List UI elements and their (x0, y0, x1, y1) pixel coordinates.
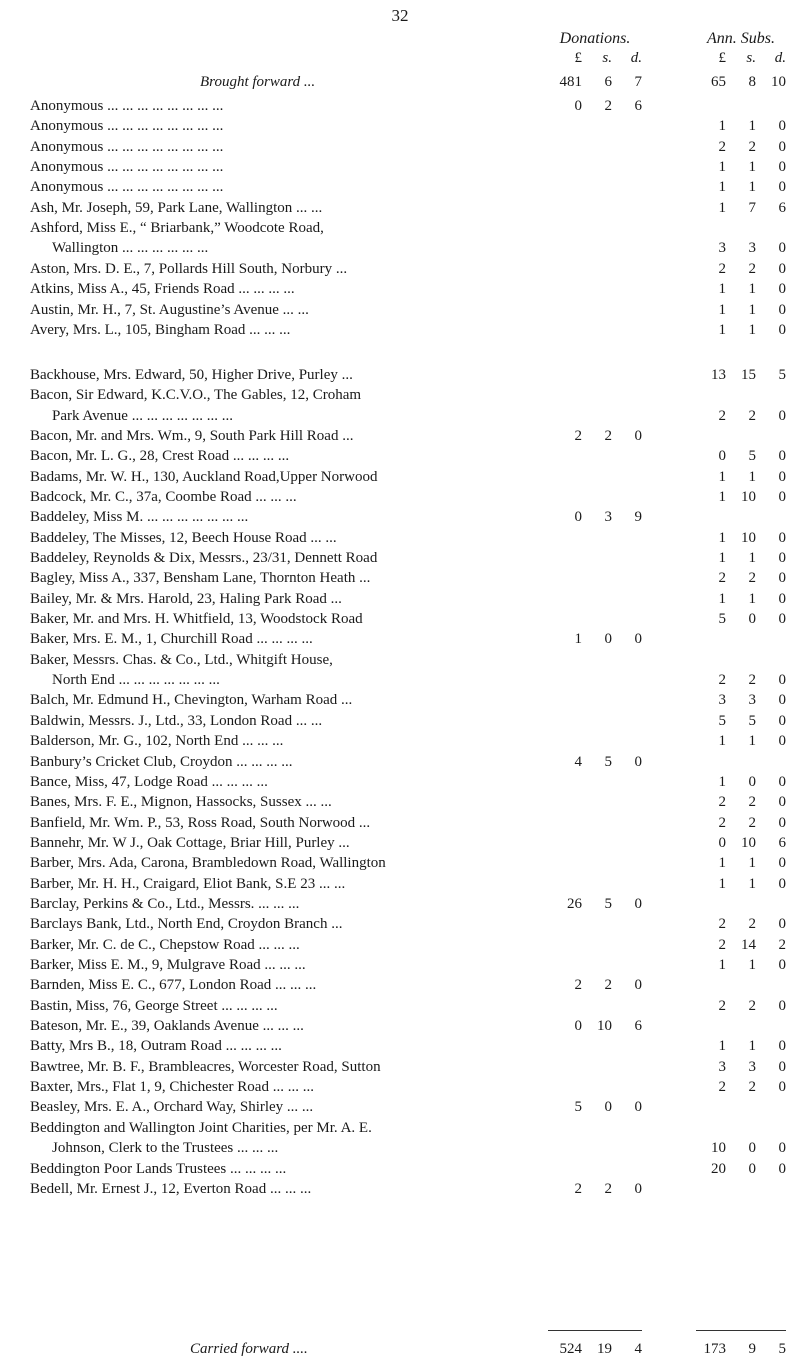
donation-pounds: 1 (574, 631, 582, 648)
subs-shillings: 7 (748, 199, 756, 216)
entry-row-continued (0, 670, 800, 690)
donation-pence: 9 (634, 509, 642, 526)
subs-shillings: 1 (748, 1038, 756, 1055)
entry-row (0, 711, 800, 731)
subs-shillings: 1 (748, 301, 756, 318)
subs-shillings: 2 (748, 1079, 756, 1096)
entry-row (0, 487, 800, 507)
subs-pence: 0 (778, 855, 786, 872)
entry-name: Anonymous ... ... ... ... ... ... ... ... (30, 179, 224, 196)
entry-name: Avery, Mrs. L., 105, Bingham Road ... ... ... (30, 321, 291, 338)
subs-pounds: 1 (718, 550, 726, 566)
pound-sign: £ (574, 50, 582, 66)
entry-name: Barclays Bank, Ltd., North End, Croydon Branch ... (30, 916, 343, 933)
subs-pounds: 13 (711, 366, 726, 383)
entry-name: Baker, Messrs. Chas. & Co., Ltd., Whitgift House, (30, 651, 333, 668)
entry-name: Bagley, Miss A., 337, Bensham Lane, Thornton Heath ... (30, 570, 371, 587)
entry-name: Austin, Mr. H., 7, St. Augustine’s Avenue ... ... (30, 301, 309, 318)
entry-row (0, 1159, 800, 1179)
entry-row (0, 137, 800, 157)
entry-name: Bedell, Mr. Ernest J., 12, Everton Road ... ... ... (30, 1180, 312, 1197)
entry-row (0, 385, 800, 405)
bf-donation-pence: 7 (634, 74, 642, 90)
donation-pence: 0 (634, 977, 642, 994)
carried-forward-row (0, 1339, 800, 1359)
subs-pounds: 2 (718, 1079, 726, 1096)
subs-pence: 6 (778, 199, 786, 216)
subs-pounds: 5 (718, 611, 726, 628)
donations-total-rule (548, 1330, 642, 1331)
entry-name: Baddeley, Miss M. ... ... ... ... ... ... ... (30, 509, 249, 526)
subs-pence: 0 (778, 733, 786, 750)
subs-pence: 0 (778, 590, 786, 607)
subs-shillings: 1 (748, 159, 756, 176)
entry-row (0, 177, 800, 197)
entry-name: Johnson, Clerk to the Trustees ... ... ... (52, 1140, 279, 1157)
donation-pounds: 0 (574, 509, 582, 526)
entry-name: Badcock, Mr. C., 37a, Coombe Road ... ... ... (30, 488, 297, 505)
subs-pounds: 2 (718, 138, 726, 155)
donation-shillings: 10 (597, 1018, 612, 1035)
cf-subs-shillings: 9 (748, 1341, 756, 1357)
entry-row (0, 1036, 800, 1056)
donation-shillings: 0 (604, 1099, 612, 1116)
subs-pounds: 0 (718, 448, 726, 465)
brought-forward-row (0, 72, 800, 92)
subs-pounds: 2 (718, 570, 726, 587)
entry-row (0, 894, 800, 914)
subs-shillings: 0 (748, 1140, 756, 1157)
entry-row (0, 218, 800, 238)
subs-shillings: 1 (748, 733, 756, 750)
subs-shillings: 5 (748, 712, 756, 729)
subs-pence: 0 (778, 611, 786, 628)
donation-pence: 0 (634, 1099, 642, 1116)
subs-pounds: 1 (718, 590, 726, 607)
subs-shillings: 5 (748, 448, 756, 465)
subs-total-rule (696, 1330, 786, 1331)
subs-pounds: 2 (718, 814, 726, 831)
subs-pence: 5 (778, 366, 786, 383)
subs-pounds: 1 (718, 468, 726, 485)
entry-name: Banfield, Mr. Wm. P., 53, Ross Road, South Norwood ... (30, 814, 371, 831)
subs-shillings: 2 (748, 570, 756, 587)
subs-pence: 0 (778, 672, 786, 689)
subs-pounds: 3 (718, 1058, 726, 1075)
subs-pounds: 1 (718, 199, 726, 216)
entry-name: Anonymous ... ... ... ... ... ... ... ... (30, 98, 224, 114)
entry-row (0, 752, 800, 772)
subs-pounds: 2 (718, 936, 726, 953)
donation-pounds: 2 (574, 977, 582, 994)
entry-name: Aston, Mrs. D. E., 7, Pollards Hill South, Norbury ... (30, 260, 348, 277)
entry-name: Bance, Miss, 47, Lodge Road ... ... ... ... (30, 773, 268, 790)
subs-shillings: 0 (748, 773, 756, 790)
entry-row (0, 609, 800, 629)
subs-shillings: 1 (748, 281, 756, 298)
entry-name: Bacon, Sir Edward, K.C.V.O., The Gables, 12, Croham (30, 387, 362, 404)
entry-row (0, 772, 800, 792)
subs-pence: 0 (778, 570, 786, 587)
pence-sign: d. (774, 50, 786, 66)
bf-donation-shillings: 6 (604, 74, 612, 90)
entry-row (0, 279, 800, 299)
subs-pounds: 2 (718, 407, 726, 424)
subs-pence: 0 (778, 448, 786, 465)
entry-row (0, 157, 800, 177)
subs-shillings: 1 (748, 875, 756, 892)
subs-pounds: 20 (711, 1160, 726, 1177)
entry-name: Anonymous ... ... ... ... ... ... ... ... (30, 138, 224, 155)
subs-shillings: 1 (748, 957, 756, 973)
entry-name: North End ... ... ... ... ... ... ... (52, 672, 220, 689)
entry-row (0, 259, 800, 279)
subs-shillings: 2 (748, 916, 756, 933)
subs-shillings: 1 (748, 468, 756, 485)
donation-pounds: 4 (574, 753, 582, 770)
entry-row (0, 116, 800, 136)
subs-pounds: 1 (718, 488, 726, 505)
donation-shillings: 2 (604, 977, 612, 994)
subs-pence: 0 (778, 875, 786, 892)
entry-name: Balderson, Mr. G., 102, North End ... ... ... (30, 733, 284, 750)
entry-row-continued (0, 238, 800, 258)
subs-pence: 0 (778, 468, 786, 485)
donation-shillings: 2 (604, 427, 612, 444)
subs-pounds: 1 (718, 281, 726, 298)
subs-shillings: 2 (748, 997, 756, 1014)
entry-row (0, 996, 800, 1016)
entry-name: Barker, Mr. C. de C., Chepstow Road ... ... ... (30, 936, 300, 953)
entry-row (0, 914, 800, 934)
entry-name: Backhouse, Mrs. Edward, 50, Higher Drive, Purley ... (30, 366, 353, 383)
subs-pence: 0 (778, 488, 786, 505)
subs-shillings: 10 (741, 529, 756, 546)
entry-row (0, 833, 800, 853)
entry-row (0, 426, 800, 446)
subs-pence: 0 (778, 1058, 786, 1075)
entry-name: Baddeley, The Misses, 12, Beech House Road ... ... (30, 529, 337, 546)
entry-row (0, 874, 800, 894)
entry-name: Ash, Mr. Joseph, 59, Park Lane, Wallington ... ... (30, 199, 323, 216)
subs-pence: 0 (778, 240, 786, 257)
donation-pence: 0 (634, 753, 642, 770)
subs-pence: 0 (778, 1038, 786, 1055)
entry-name: Bacon, Mr. L. G., 28, Crest Road ... ... ... ... (30, 448, 290, 465)
subs-shillings: 3 (748, 1058, 756, 1075)
subs-pounds: 1 (718, 118, 726, 135)
bf-subs-pence: 10 (771, 74, 786, 90)
subs-pence: 0 (778, 773, 786, 790)
donation-pounds: 2 (574, 1180, 582, 1197)
bf-subs-shillings: 8 (748, 74, 756, 90)
entry-row (0, 198, 800, 218)
subs-units (696, 50, 786, 67)
subs-pounds: 1 (718, 159, 726, 176)
entry-row (0, 792, 800, 812)
donation-shillings: 0 (604, 631, 612, 648)
donation-shillings: 2 (604, 98, 612, 114)
subs-shillings: 2 (748, 138, 756, 155)
entry-name: Atkins, Miss A., 45, Friends Road ... ... ... ... (30, 281, 295, 298)
entry-row (0, 975, 800, 995)
entry-row (0, 629, 800, 649)
pence-sign: d. (630, 50, 642, 66)
subs-shillings: 14 (741, 936, 756, 953)
entry-name: Beddington and Wallington Joint Charities, per Mr. A. E. (30, 1119, 372, 1136)
entry-name: Wallington ... ... ... ... ... ... (52, 240, 209, 257)
subs-pence: 0 (778, 814, 786, 831)
entry-row (0, 446, 800, 466)
subs-pence: 0 (778, 407, 786, 424)
cf-subs-pence: 5 (778, 1341, 786, 1357)
entry-row (0, 467, 800, 487)
subs-shillings: 2 (748, 672, 756, 689)
subs-pounds: 2 (718, 794, 726, 811)
donation-shillings: 5 (604, 753, 612, 770)
subs-pence: 0 (778, 712, 786, 729)
entry-name: Barber, Mr. H. H., Craigard, Eliot Bank, S.E 23 ... ... (30, 875, 346, 892)
carried-forward-label: Carried forward .... (190, 1341, 308, 1357)
pound-sign: £ (718, 50, 726, 66)
entry-name: Park Avenue ... ... ... ... ... ... ... (52, 407, 233, 424)
entry-name: Baldwin, Messrs. J., Ltd., 33, London Road ... ... (30, 712, 323, 729)
shilling-sign: s. (746, 50, 756, 66)
entry-row (0, 320, 800, 340)
entry-row (0, 1016, 800, 1036)
subs-pence: 0 (778, 1160, 786, 1177)
donation-pence: 0 (634, 427, 642, 444)
entry-row (0, 568, 800, 588)
donation-pounds: 2 (574, 427, 582, 444)
entry-row (0, 955, 800, 975)
subs-pounds: 1 (718, 773, 726, 790)
entry-row (0, 1057, 800, 1077)
donation-shillings: 3 (604, 509, 612, 526)
entry-name: Anonymous ... ... ... ... ... ... ... ... (30, 159, 224, 176)
entry-name: Batty, Mrs B., 18, Outram Road ... ... ... ... (30, 1038, 282, 1055)
subs-pounds: 1 (718, 875, 726, 892)
subs-pence: 0 (778, 1140, 786, 1157)
entry-row-continued (0, 1138, 800, 1158)
subs-shillings: 2 (748, 794, 756, 811)
entry-name: Banes, Mrs. F. E., Mignon, Hassocks, Sussex ... ... (30, 794, 332, 811)
entry-row (0, 528, 800, 548)
subs-pounds: 3 (718, 240, 726, 257)
donation-pence: 0 (634, 631, 642, 648)
subs-pounds: 1 (718, 321, 726, 338)
entry-name: Barker, Miss E. M., 9, Mulgrave Road ... ... ... (30, 957, 306, 973)
shilling-sign: s. (602, 50, 612, 66)
subs-pounds: 2 (718, 916, 726, 933)
entry-row (0, 365, 800, 385)
entry-row (0, 650, 800, 670)
bf-donation-pounds: 481 (559, 74, 582, 90)
subs-shillings: 1 (748, 179, 756, 196)
subs-pounds: 1 (718, 957, 726, 973)
subs-pence: 0 (778, 957, 786, 973)
donation-pounds: 26 (567, 895, 582, 912)
donation-pence: 0 (634, 1180, 642, 1197)
subs-pence: 0 (778, 138, 786, 155)
subs-pence: 0 (778, 916, 786, 933)
subs-pounds: 5 (718, 712, 726, 729)
entry-name: Baddeley, Reynolds & Dix, Messrs., 23/31, Dennett Road (30, 550, 378, 566)
cf-subs-pounds: 173 (703, 1341, 726, 1357)
entry-name: Baxter, Mrs., Flat 1, 9, Chichester Road ... ... ... (30, 1079, 314, 1096)
bf-subs-pounds: 65 (711, 74, 726, 90)
subs-shillings: 3 (748, 692, 756, 709)
ann-subs-header: Ann. Subs. (707, 30, 775, 47)
subs-pence: 0 (778, 550, 786, 566)
page-number: 32 (391, 6, 409, 25)
entry-name: Beasley, Mrs. E. A., Orchard Way, Shirley ... ... (30, 1099, 314, 1116)
cf-donation-pounds: 524 (559, 1341, 582, 1357)
subs-pence: 0 (778, 997, 786, 1014)
cf-donation-shillings: 19 (597, 1341, 612, 1357)
subs-pence: 0 (778, 260, 786, 277)
subs-shillings: 10 (741, 834, 756, 851)
entry-name: Barber, Mrs. Ada, Carona, Brambledown Road, Wallington (30, 855, 386, 872)
subs-pounds: 1 (718, 529, 726, 546)
subs-pounds: 1 (718, 301, 726, 318)
entry-row (0, 853, 800, 873)
subs-pence: 0 (778, 321, 786, 338)
entry-name: Bastin, Miss, 76, George Street ... ... ... ... (30, 997, 278, 1014)
subs-shillings: 1 (748, 550, 756, 566)
donation-shillings: 5 (604, 895, 612, 912)
entry-name: Bateson, Mr. E., 39, Oaklands Avenue ... ... ... (30, 1018, 304, 1035)
entry-name: Barnden, Miss E. C., 677, London Road ... ... ... (30, 977, 317, 994)
subs-pence: 0 (778, 1079, 786, 1096)
subs-shillings: 15 (741, 366, 756, 383)
entry-name: Bannehr, Mr. W J., Oak Cottage, Briar Hill, Purley ... (30, 834, 350, 851)
subs-shillings: 2 (748, 814, 756, 831)
subs-shillings: 3 (748, 240, 756, 257)
donation-pounds: 0 (574, 98, 582, 114)
subs-shillings: 1 (748, 590, 756, 607)
subs-pence: 6 (778, 834, 786, 851)
donations-units (548, 50, 642, 67)
cf-donation-pence: 4 (634, 1341, 642, 1357)
entry-row (0, 589, 800, 609)
entry-row (0, 548, 800, 568)
entry-name: Anonymous ... ... ... ... ... ... ... ... (30, 118, 224, 135)
subs-shillings: 1 (748, 321, 756, 338)
entry-row (0, 1097, 800, 1117)
entry-row (0, 1179, 800, 1199)
entry-row (0, 813, 800, 833)
entry-row (0, 1118, 800, 1138)
entry-row (0, 731, 800, 751)
subs-pounds: 2 (718, 672, 726, 689)
subs-pence: 0 (778, 692, 786, 709)
subs-pounds: 1 (718, 1038, 726, 1055)
subs-shillings: 10 (741, 488, 756, 505)
donation-pence: 6 (634, 98, 642, 114)
subs-pounds: 1 (718, 855, 726, 872)
subs-pounds: 1 (718, 733, 726, 750)
entry-row (0, 690, 800, 710)
entry-name: Bacon, Mr. and Mrs. Wm., 9, South Park Hill Road ... (30, 427, 354, 444)
subs-pounds: 2 (718, 997, 726, 1014)
entry-name: Beddington Poor Lands Trustees ... ... ... ... (30, 1160, 287, 1177)
subs-shillings: 2 (748, 260, 756, 277)
entry-name: Bailey, Mr. & Mrs. Harold, 23, Haling Park Road ... (30, 590, 342, 607)
entry-name: Ashford, Miss E., “ Briarbank,” Woodcote Road, (30, 220, 324, 237)
donation-shillings: 2 (604, 1180, 612, 1197)
subs-shillings: 1 (748, 855, 756, 872)
brought-forward-label: Brought forward ... (200, 74, 316, 90)
entry-name: Balch, Mr. Edmund H., Chevington, Warham Road ... (30, 692, 353, 709)
entry-row (0, 1077, 800, 1097)
donation-pounds: 5 (574, 1099, 582, 1116)
entry-row (0, 507, 800, 527)
entry-row-continued (0, 406, 800, 426)
subs-shillings: 0 (748, 611, 756, 628)
entry-name: Bawtree, Mr. B. F., Brambleacres, Worcester Road, Sutton (30, 1058, 381, 1075)
subs-pence: 0 (778, 118, 786, 135)
entry-row (0, 300, 800, 320)
subs-shillings: 1 (748, 118, 756, 135)
entry-name: Baker, Mr. and Mrs. H. Whitfield, 13, Woodstock Road (30, 611, 363, 628)
subs-pence: 2 (778, 936, 786, 953)
subs-pounds: 0 (718, 834, 726, 851)
subs-pounds: 3 (718, 692, 726, 709)
subs-pence: 0 (778, 529, 786, 546)
subs-pence: 0 (778, 179, 786, 196)
subs-shillings: 0 (748, 1160, 756, 1177)
donations-header: Donations. (559, 30, 631, 47)
donation-pence: 6 (634, 1018, 642, 1035)
donation-pounds: 0 (574, 1018, 582, 1035)
subs-pence: 0 (778, 794, 786, 811)
subs-pounds: 10 (711, 1140, 726, 1157)
subs-pounds: 1 (718, 179, 726, 196)
entry-row (0, 96, 800, 116)
subs-pence: 0 (778, 301, 786, 318)
entry-row (0, 935, 800, 955)
subs-pence: 0 (778, 159, 786, 176)
entry-name: Baker, Mrs. E. M., 1, Churchill Road ... ... ... ... (30, 631, 313, 648)
subs-pounds: 2 (718, 260, 726, 277)
entry-name: Barclay, Perkins & Co., Ltd., Messrs. ... ... ... (30, 895, 300, 912)
donation-pence: 0 (634, 895, 642, 912)
subs-pence: 0 (778, 281, 786, 298)
entry-name: Badams, Mr. W. H., 130, Auckland Road,Upper Norwood (30, 468, 378, 485)
subs-shillings: 2 (748, 407, 756, 424)
entry-name: Banbury’s Cricket Club, Croydon ... ... ... ... (30, 753, 293, 770)
